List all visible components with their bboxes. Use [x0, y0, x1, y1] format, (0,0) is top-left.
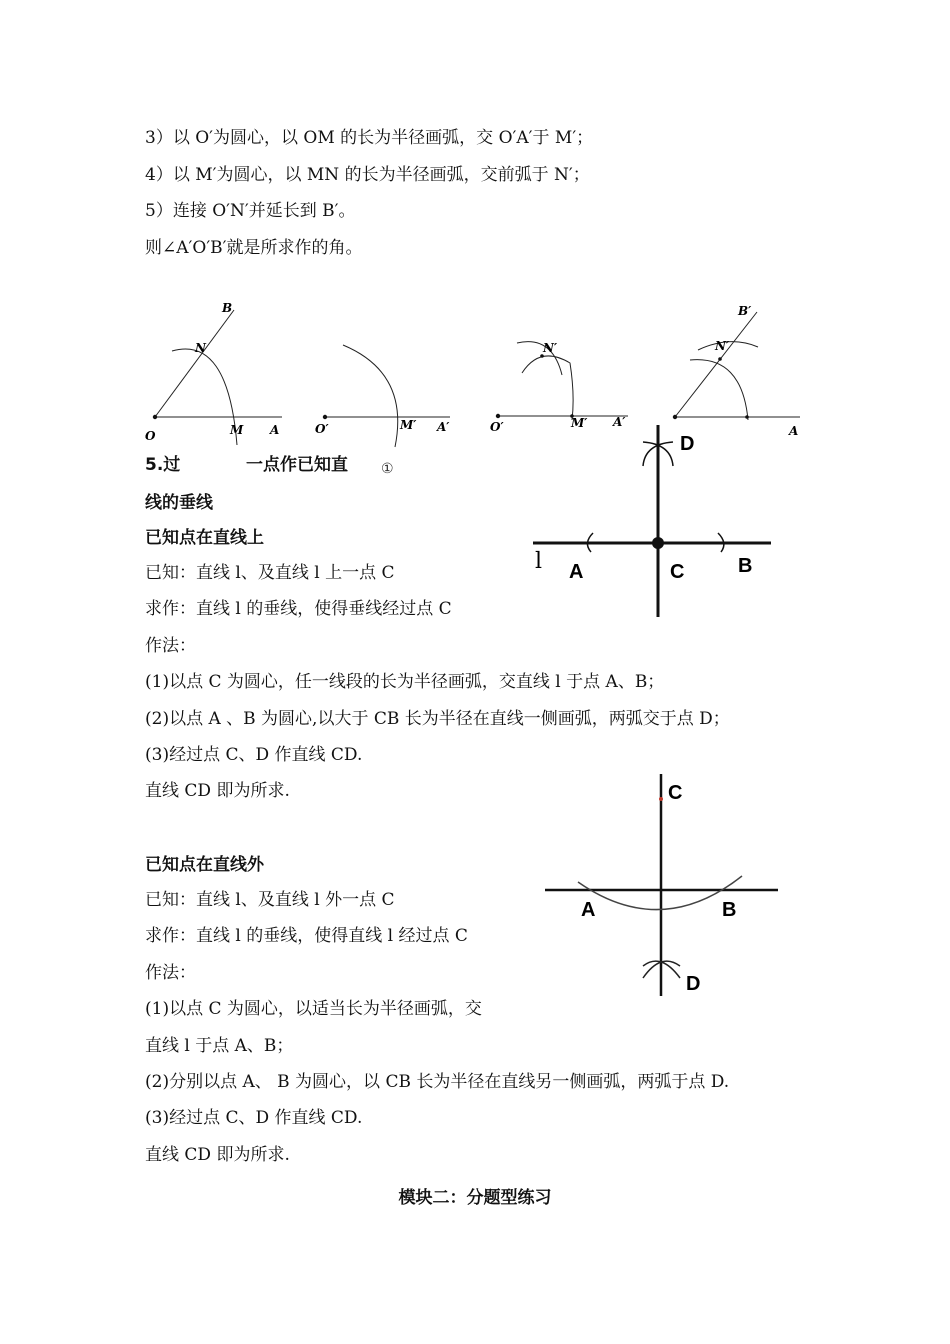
- label-o: O: [145, 429, 156, 443]
- case-off-title: 已知点在直线外: [145, 855, 264, 875]
- case-on-result: 直线 CD 即为所求.: [145, 781, 290, 801]
- case-on-step3: (3)经过点 C、D 作直线 CD.: [145, 745, 363, 765]
- label-d: D: [680, 433, 695, 455]
- label-a: A: [270, 423, 280, 437]
- label-b: B: [722, 899, 737, 921]
- label-n-prime: N′: [715, 339, 730, 353]
- figure-perpendicular-on-line: [525, 420, 785, 625]
- circled-marker: ①: [381, 461, 394, 477]
- label-n-prime: N′: [543, 341, 558, 355]
- case-on-step1: (1)以点 C 为圆心，任一线段的长为半径画弧，交直线 l 于点 A、B；: [145, 672, 665, 692]
- arc-m-prime: [522, 356, 573, 420]
- step-3: 3）以 O′为圆心，以 OM 的长为半径画弧，交 O′A′于 M′；: [145, 128, 594, 148]
- case-off-step3: (3)经过点 C、D 作直线 CD.: [145, 1108, 363, 1128]
- point-c: [659, 797, 663, 801]
- figure-angle-original: [140, 295, 300, 455]
- point-o-prime: [496, 414, 500, 418]
- case-on-title: 已知点在直线上: [145, 528, 264, 548]
- label-d: D: [686, 973, 701, 995]
- label-m: M: [230, 423, 244, 437]
- arc-mn: [172, 349, 237, 445]
- label-m-prime: M′: [400, 418, 417, 432]
- section-heading-b: 一点作已知直: [246, 455, 348, 475]
- figure-angle-step3: [310, 295, 470, 455]
- case-on-known: 已知：直线 l、及直线 l 上一点 C: [145, 563, 395, 583]
- label-m-prime: M′: [571, 416, 588, 430]
- module-title: 模块二：分题型练习: [398, 1188, 552, 1208]
- ray-ob: [155, 310, 234, 417]
- label-a-prime: A′: [437, 420, 450, 434]
- case-off-method: 作法：: [145, 963, 196, 983]
- label-b: B: [738, 555, 753, 577]
- case-off-step1a: (1)以点 C 为圆心，以适当长为半径画弧，交: [145, 999, 482, 1019]
- label-a: A: [789, 424, 799, 438]
- label-b: B: [222, 301, 233, 315]
- label-a: A: [581, 899, 596, 921]
- arc-m-prime: [343, 345, 398, 447]
- label-b-prime: B′: [738, 304, 752, 318]
- arc-m-prime: [690, 360, 748, 420]
- label-a: A: [569, 561, 584, 583]
- point-c: [652, 537, 664, 549]
- point-o-prime: [673, 415, 677, 419]
- case-off-step2: (2)分别以点 A、 B 为圆心，以 CB 长为半径在直线另一侧画弧，两弧于点 D.: [145, 1072, 730, 1092]
- case-off-find: 求作：直线 l 的垂线，使得直线 l 经过点 C: [145, 926, 468, 946]
- label-c: C: [670, 561, 685, 583]
- label-n: N: [195, 341, 206, 355]
- case-on-step2: (2)以点 A 、B 为圆心,以大于 CB 长为半径在直线一侧画弧，两弧交于点 D；: [145, 709, 730, 729]
- conclusion: 则∠A′O′B′就是所求作的角。: [145, 238, 363, 258]
- step-4: 4）以 M′为圆心，以 MN 的长为半径画弧，交前弧于 N′；: [145, 165, 590, 185]
- step-5: 5）连接 O′N′并延长到 B′。: [145, 201, 356, 221]
- point-m-prime: [745, 415, 749, 419]
- figure-perpendicular-off-line: [540, 770, 790, 1005]
- section-heading-c: 线的垂线: [145, 493, 213, 513]
- point-o-prime: [323, 415, 327, 419]
- case-on-method: 作法：: [145, 636, 196, 656]
- label-o-prime: O′: [315, 422, 329, 436]
- label-a-prime: A′: [613, 415, 626, 429]
- case-off-step1b: 直线 l 于点 A、B；: [145, 1036, 294, 1056]
- case-off-result: 直线 CD 即为所求.: [145, 1145, 290, 1165]
- case-off-known: 已知：直线 l、及直线 l 外一点 C: [145, 890, 395, 910]
- point-n-prime: [718, 357, 722, 361]
- section-heading-a: 5.过: [145, 455, 181, 475]
- case-on-find: 求作：直线 l 的垂线，使得垂线经过点 C: [145, 599, 452, 619]
- label-c: C: [668, 782, 683, 804]
- label-l: l: [535, 549, 543, 574]
- point-o: [153, 415, 157, 419]
- label-o-prime: O′: [490, 420, 504, 434]
